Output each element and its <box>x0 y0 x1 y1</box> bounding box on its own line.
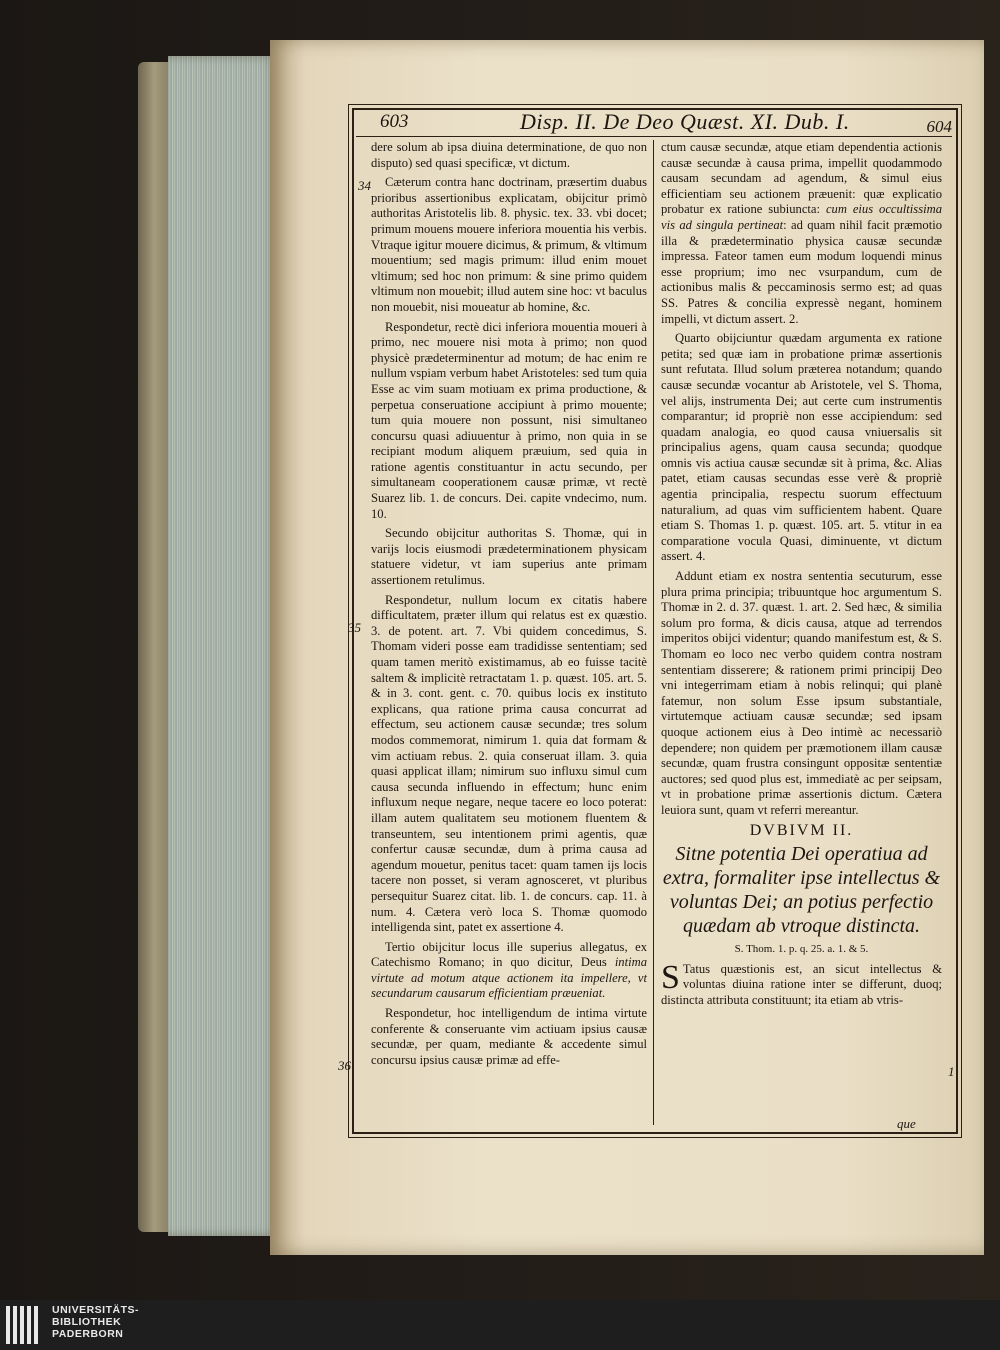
catchword: que <box>897 1116 916 1131</box>
italic-quote: cum eius occultissima vis ad singula pertineat <box>661 202 942 232</box>
right-column <box>661 140 942 1013</box>
paragraph: Quarto obijciuntur quædam argumenta ex ratione petita; sed quæ iam in probatione primæ assertionis sunt refutata. Illud solum præterea notandum; quando causæ secundæ vocantur ab Aristotele, vel S. Thoma, vel alijs, instrumenta Dei; aut certe cum instrumentis comparantur; id propriè non esse accipiendum: sed quadam analogia, eo quod causa vniuersalis sit principalius agens, quam causa secunda; quodque omnis vis actiua causæ secundæ sit à prima, &c. Alias patet, etiam causas secundas esse verè & propriè agentia principalia, respectu suorum effectuum naturalium, ad quas vim sufficientem habent. Quare etiam S. Thomas 1. p. quæst. 105. art. 5. vtitur in ea comparatione vocula Quasi, diminuente, vt dictum assert. 4. <box>661 331 942 564</box>
dubium-heading: DVBIVM II. <box>749 821 854 839</box>
paragraph: dere solum ab ipsa diuina determinatione, de quo non disputo) sed quasi specificæ, vt dictum. <box>371 140 647 170</box>
text-run: Tertio obijcitur locus ille superius allegatus, ex Catechismo Romano; in quo dicitur, Deus <box>371 939 647 970</box>
italic-quote: intima virtute ad motum atque actionem ita impellere, vt secundarum causarum efficientiam præueniat. <box>371 955 647 1001</box>
reference-line: S. Thom. 1. p. q. 25. a. 1. & 5. <box>734 943 869 956</box>
page-number-right: 604 <box>926 117 952 136</box>
text-run: : ad quam nihil facit præmotio illa & prædeterminatio physica causæ secundæ impressa. Fateor tamen eum modum loquendi minus esse proprium; imo nec vsurpandum, cum de actionibus malis & peccaminosis sermo est; ad quas SS. Patres & concilia expressè negant, hominem impelli, vt dictum assert. 2. <box>661 217 942 326</box>
running-title: Disp. II. De Deo Quæst. XI. Dub. I. <box>520 109 850 134</box>
page-number-left: 603 <box>380 111 409 132</box>
paragraph <box>661 140 942 327</box>
margin-number-1: 1 <box>948 1064 955 1079</box>
library-name <box>52 1304 139 1340</box>
paragraph: Respondetur, hoc intelligendum de intima virtute conferente & conseruante vim actiuam ipsius causæ secundæ, per quam, mediante & accedente simul concursu ipsius causæ primæ ad effe- <box>371 1006 647 1067</box>
paragraph <box>661 958 942 1009</box>
running-head <box>380 109 952 137</box>
paragraph: Addunt etiam ex nostra sententia secuturum, esse plura prima principia; tribuuntque hoc argumentum S. Thomæ in 2. d. 37. quæst. 1. art. 2. Sed hæc, & similia solum pro forma, & dicis causa, atque ad terrendos imperitos obijci videntur; quando manifestum est, & S. Thomam eo loco nec verbo quidem contra nostram sententiam disserere; & rationem primi principij Deo vni integerrimam etiam à nobis relinqui; qui planè fatemur, non solum Esse ipsum substantiale, virtutemque actiuam causæ secundæ; sed ipsam quoque actionem eius à Deo intimè ac necessariò dependere; non quidem per præmotionem illam causæ secundæ, quam frustra consingunt oppositæ sententiæ auctores; sed quod plus est, immediatè ac per seipsam, vt in probatione primæ assertionis dictum. Cætera leuiora sunt, quam vt referri mereantur. <box>661 569 942 817</box>
library-name-line: PADERBORN <box>52 1328 124 1340</box>
paragraph: Respondetur, rectè dici inferiora mouentia moueri à primo, nec mouere nisi mota à primo; non quod physicè prædeterminentur ad motum; de hac enim re nullum vspiam verbum habet Aristoteles: sed tum quia Esse ac vim suam motiuam ex prima productione, & perpetua conseruatione accipiunt à primo mouente; tum quia mouere non possunt, nisi simultaneo concursu quasi adiuuentur à primo, non quia in se recipiant modum aliquem præuium, sed quia in ratione agentis constituantur in actu secundo, per simultaneam cooperationem causæ primæ, vt rectè Suarez lib. 1. de concurs. Dei. capite vndecimo, num. 10. <box>371 319 647 521</box>
library-logo-icon <box>6 1306 44 1344</box>
margin-number-34: 34 <box>358 178 371 193</box>
book-cover-edge <box>138 62 170 1232</box>
library-name-line: UNIVERSITÄTS- <box>52 1304 140 1316</box>
dubium-title: Sitne potentia Dei operatiua ad extra, formaliter ipse intellectus & voluntas Dei; an potius perfectio quædam ab vtroque distincta. <box>662 843 941 938</box>
text-run: ctum causæ secundæ, atque etiam dependentia actionis causæ secundæ à causa prima, impellit quodammodo causam secundam ad agendum, & simul eius efficientiam seu actionem præuenit: quæ explicatio probatur ex ratione subiuncta: <box>661 140 942 217</box>
paragraph: Cæterum contra hanc doctrinam, præsertim duabus prioribus assertionibus explicatam, obijcitur primò authoritas Aristotelis lib. 8. physic. tex. 33. vbi docet; primum mouens mouere inferiora mouentia his verbis. Vtraque igitur mouere dicimus, & primum, & vltimum mouentium; sed magis primum: illud enim mouet vltimum; sed hoc non primum: & sine primo quidem vltimum non mouebit; illud autem sine hoc: vt baculus non mouebit, nisi moueatur ab homine, &c. <box>371 175 647 314</box>
paragraph: Respondetur, nullum locum ex citatis habere difficultatem, præter illum qui relatus est ex quæstio. 3. de potent. art. 7. Vbi quidem concedimus, S. Thomam videri posse eam tradidisse sententiam; sed quam tamen meritò existimamus, ab eo fuisse tacitè saltem & implicitè retractatam 1. p. quæst. 105. art. 5. & in 3. cont. gent. c. 70. quibus locis ex instituto explicans, qua ratione prima causa concurrat ad effectum, seu actionem causæ secundæ; tres solum modos commemorat, nimirum 1. quia dat formam & vim actiuam rebus. 2. quia conseruat illam. 3. quia quasi applicat illam; nimirum suo influxu simul cum causa secunda influendo in effectum; hunc enim influxum neque negare, neque tacere eo loco poterat: illam autem qualitatem seu motionem fluentem & transeuntem, seu intentionem primi agentis, quæ confertur causæ secundæ, dum à prima causa ad agendum mouetur, penitus tacet: quam tamen ijs locis tacere non posset, si veram agnosceret, vt pluribus persequitur Suarez citat. lib. 1. de concurs. cap. 11. à num. 4. Cætera verò loca S. Thomæ quomodo intelligenda sint, patet ex assertione 4. <box>371 592 647 935</box>
text-run: Tatus quæstionis est, an sicut intellectus & voluntas diuina ratione inter se differunt, duoq; distincta attributa constituunt; ita etiam ab vtris- <box>661 961 942 1007</box>
paragraph <box>371 940 647 1002</box>
library-footer <box>0 1300 1000 1350</box>
left-column <box>371 140 647 1072</box>
drop-cap: S <box>661 958 680 996</box>
margin-number-36: 36 <box>338 1058 351 1073</box>
column-rule <box>653 140 654 1125</box>
paragraph: Secundo obijcitur authoritas S. Thomæ, qui in varijs locis eiusmodi prædeterminationem physicam statuere videtur, vt iam superius ante primam assertionem retulimus. <box>371 526 647 588</box>
library-name-line: BIBLIOTHEK <box>52 1316 122 1328</box>
page-edges <box>168 56 278 1236</box>
margin-number-35: 35 <box>348 620 361 635</box>
